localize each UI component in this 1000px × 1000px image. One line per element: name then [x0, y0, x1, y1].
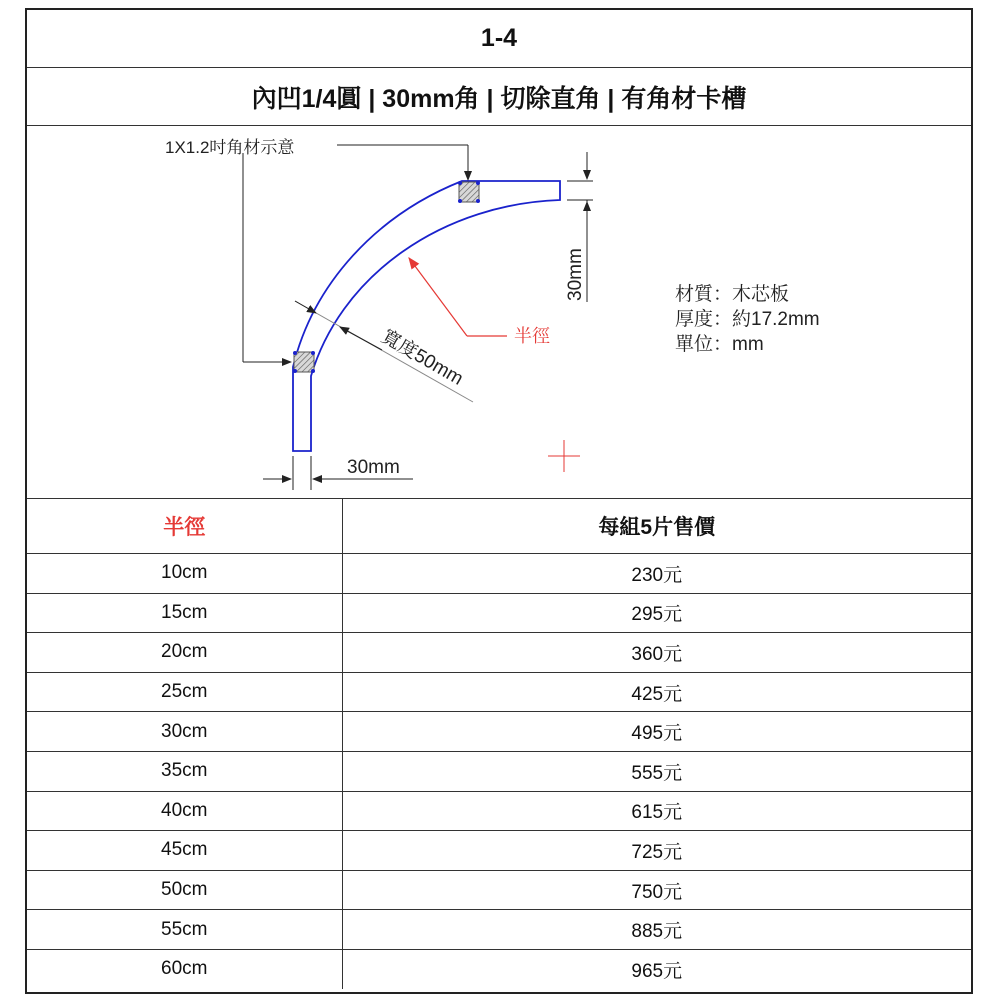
radius-cell: 50cm	[27, 870, 342, 910]
radius-cell: 40cm	[27, 791, 342, 831]
price-cell: 965元	[342, 949, 971, 988]
product-diagram	[27, 126, 971, 499]
callout-label: 1X1.2吋角材示意	[165, 138, 295, 157]
price-cell: 295元	[342, 593, 971, 633]
batten-left-icon	[294, 352, 314, 372]
price-cell: 750元	[342, 870, 971, 910]
radius-cell: 25cm	[27, 672, 342, 712]
price-cell: 425元	[342, 672, 971, 712]
center-mark	[548, 440, 580, 472]
radius-cell: 35cm	[27, 751, 342, 791]
table-row	[27, 910, 971, 950]
sheet-title: 1-4	[27, 10, 971, 68]
table-row	[27, 791, 971, 831]
price-table	[27, 498, 971, 989]
table-row	[27, 554, 971, 594]
radius-cell: 15cm	[27, 593, 342, 633]
radius-cell: 10cm	[27, 554, 342, 594]
diagram-svg	[27, 126, 971, 498]
radius-cell: 55cm	[27, 910, 342, 950]
radius-cell: 30cm	[27, 712, 342, 752]
spec-sheet	[25, 8, 973, 994]
price-cell: 230元	[342, 554, 971, 594]
batten-top-icon	[459, 182, 479, 202]
table-row	[27, 870, 971, 910]
radius-cell: 60cm	[27, 949, 342, 988]
price-cell: 615元	[342, 791, 971, 831]
width-label: 寬度50mm	[377, 326, 467, 390]
radius-column-header: 半徑	[27, 498, 342, 554]
price-cell: 885元	[342, 910, 971, 950]
table-row	[27, 831, 971, 871]
spec-material: 材質：木芯板	[675, 284, 790, 305]
radius-pointer	[409, 258, 507, 336]
height-dim-label: 30mm	[565, 248, 586, 301]
table-row	[27, 751, 971, 791]
sheet-subtitle: 內凹1/4圓 | 30mm角 | 切除直角 | 有角材卡槽	[27, 68, 971, 126]
table-row	[27, 949, 971, 988]
table-row	[27, 633, 971, 673]
price-column-header: 每組5片售價	[342, 498, 971, 554]
radius-label: 半徑	[514, 326, 550, 346]
spec-thickness: 厚度：約17.2mm	[675, 309, 820, 330]
arc-piece-outline	[293, 181, 560, 451]
radius-cell: 20cm	[27, 633, 342, 673]
price-cell: 725元	[342, 831, 971, 871]
width-dimension	[295, 301, 473, 402]
radius-cell: 45cm	[27, 831, 342, 871]
price-cell: 555元	[342, 751, 971, 791]
table-row	[27, 593, 971, 633]
table-row	[27, 712, 971, 752]
spec-unit: 單位：mm	[675, 334, 764, 355]
bottom-dim-label: 30mm	[347, 457, 400, 478]
price-cell: 495元	[342, 712, 971, 752]
table-row	[27, 672, 971, 712]
table-header-row	[27, 498, 971, 554]
price-cell: 360元	[342, 633, 971, 673]
